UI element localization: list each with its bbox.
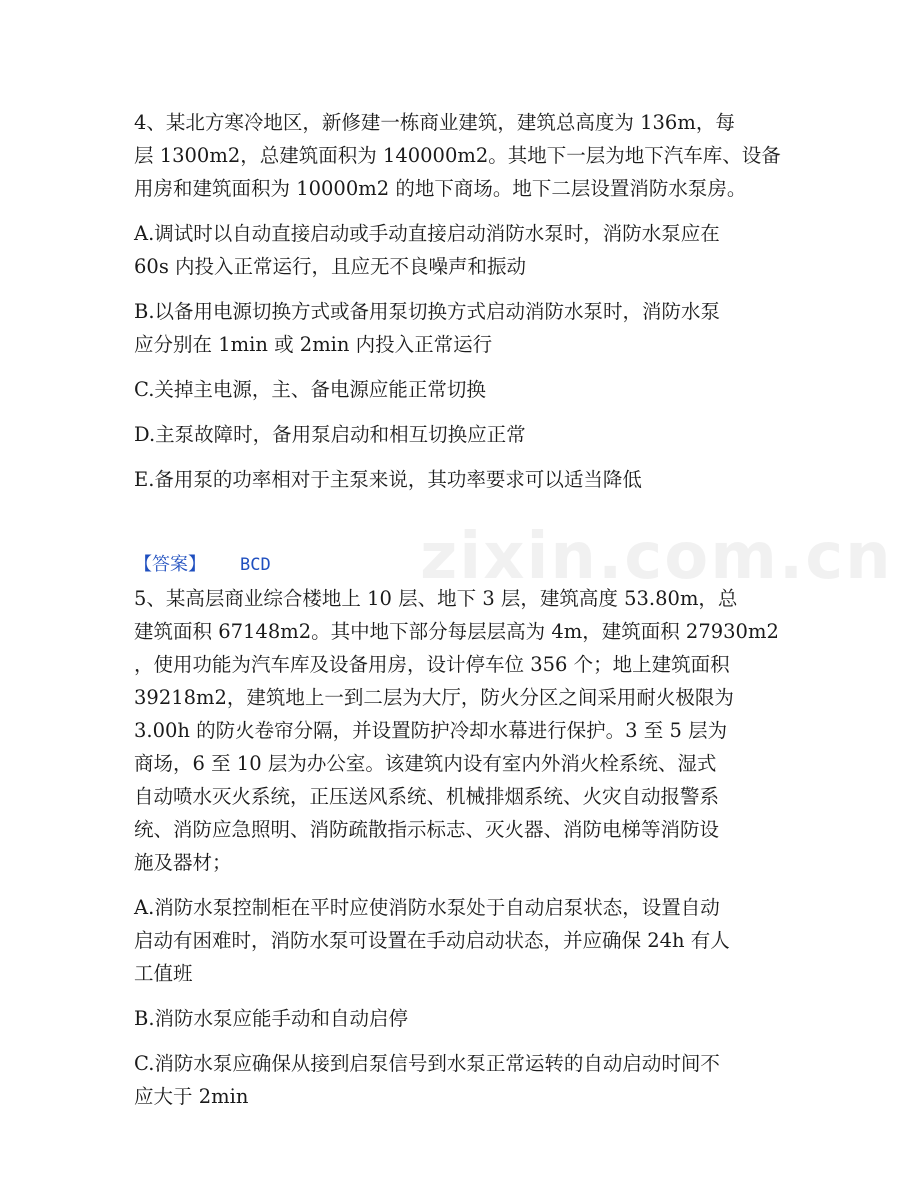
text-line: D.主泵故障时，备用泵启动和相互切换应正常 [134, 423, 526, 446]
question-4-option-a [134, 217, 784, 283]
text-line: 启动有困难时，消防水泵可设置在手动启动状态，并应确保 24h 有人 [134, 929, 730, 952]
answer-value: BCD [240, 555, 271, 575]
question-4-stem [134, 106, 784, 205]
question-5-option-a [134, 891, 784, 990]
text-line: 统、消防应急照明、消防疏散指示标志、灭火器、消防电梯等消防设 [134, 818, 720, 841]
answer-label: 【答案】 [134, 554, 206, 575]
text-line: C.消防水泵应确保从接到启泵信号到水泵正常运转的自动启动时间不 [134, 1052, 720, 1075]
text-line: A.调试时以自动直接启动或手动直接启动消防水泵时，消防水泵应在 [134, 222, 720, 245]
text-line: E.备用泵的功率相对于主泵来说，其功率要求可以适当降低 [134, 468, 642, 491]
text-line: 4、某北方寒冷地区，新修建一栋商业建筑，建筑总高度为 136m，每 [134, 111, 735, 134]
text-line: 建筑面积 67148m2。其中地下部分每层层高为 4m，建筑面积 27930m2 [134, 620, 779, 643]
text-line: 39218m2，建筑地上一到二层为大厅，防火分区之间采用耐火极限为 [134, 686, 734, 709]
text-line: 工值班 [134, 962, 193, 985]
text-line: 商场，6 至 10 层为办公室。该建筑内设有室内外消火栓系统、湿式 [134, 752, 717, 775]
document-page [134, 106, 784, 1113]
question-5-option-c [134, 1047, 784, 1113]
text-line: 用房和建筑面积为 10000m2 的地下商场。地下二层设置消防水泵房。 [134, 177, 747, 200]
question-4-option-d [134, 418, 784, 451]
text-line: 5、某高层商业综合楼地上 10 层、地下 3 层，建筑高度 53.80m，总 [134, 587, 738, 610]
text-line: 应大于 2min [134, 1085, 249, 1108]
question-5-option-b [134, 1002, 784, 1035]
text-line: A.消防水泵控制柜在平时应使消防水泵处于自动启泵状态，设置自动 [134, 896, 720, 919]
text-line: 施及器材； [134, 851, 232, 874]
text-line: C.关掉主电源，主、备电源应能正常切换 [134, 378, 486, 401]
text-line: 自动喷水灭火系统，正压送风系统、机械排烟系统、火灾自动报警系 [134, 785, 720, 808]
watermark: zixin.com.cn [420, 520, 893, 594]
text-line: ，使用功能为汽车库及设备用房，设计停车位 356 个；地上建筑面积 [134, 653, 730, 676]
question-4-option-b [134, 295, 784, 361]
question-5-stem [134, 582, 784, 879]
question-4-option-c [134, 373, 784, 406]
text-line: 层 1300m2，总建筑面积为 140000m2。其地下一层为地下汽车库、设备 [134, 144, 781, 167]
text-line: 3.00h 的防火卷帘分隔，并设置防护冷却水幕进行保护。3 至 5 层为 [134, 719, 728, 742]
question-4-answer [134, 548, 784, 582]
text-line: 应分别在 1min 或 2min 内投入正常运行 [134, 333, 493, 356]
text-line: B.消防水泵应能手动和自动启停 [134, 1007, 409, 1030]
question-4-option-e [134, 463, 784, 496]
text-line: 60s 内投入正常运行，且应无不良噪声和振动 [134, 255, 527, 278]
text-line: B.以备用电源切换方式或备用泵切换方式启动消防水泵时，消防水泵 [134, 300, 721, 323]
